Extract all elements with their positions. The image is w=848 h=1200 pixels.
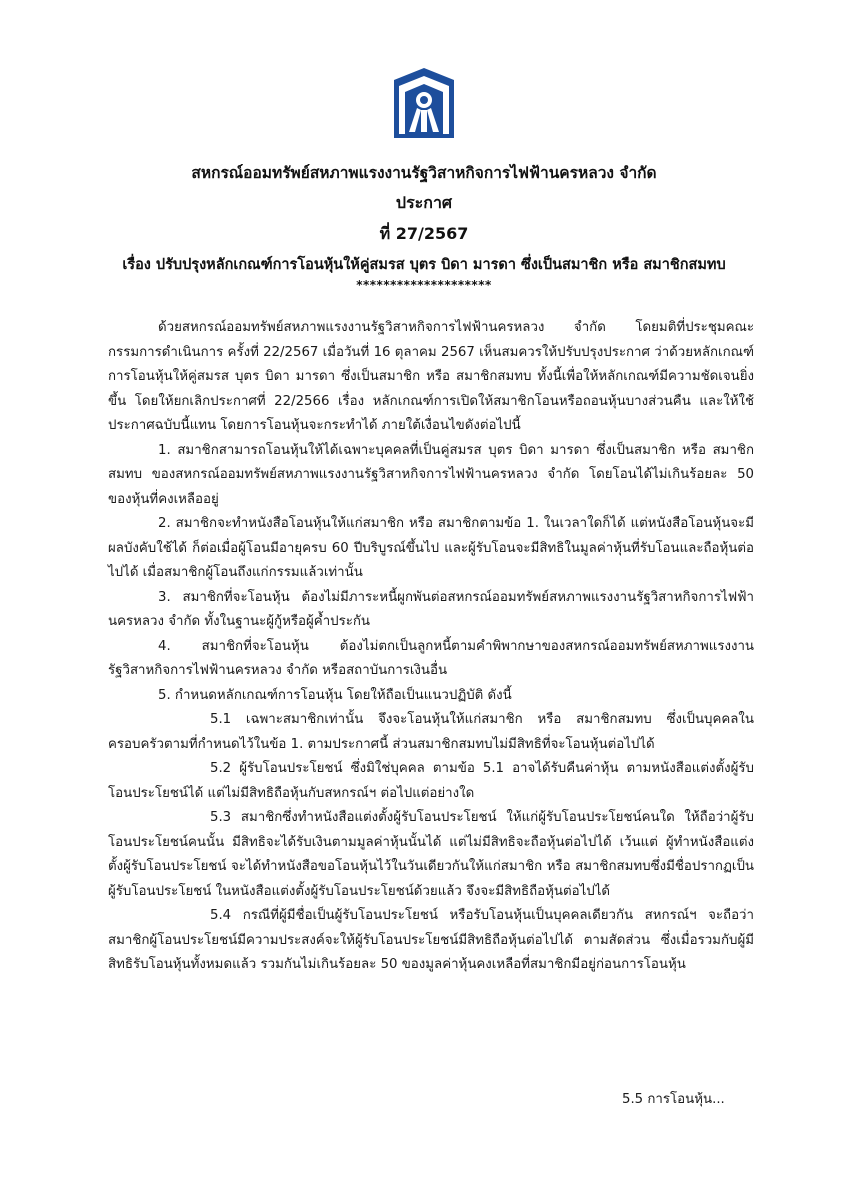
intro-paragraph: ด้วยสหกรณ์ออมทรัพย์สหภาพแรงงานรัฐวิสาหกิจการไฟฟ้านครหลวง จำกัด โดยมติที่ประชุมคณะกรรมการดำเนินการ ครั้งที่ 22/2567 เมื่อวันที่ 16 ตุลาคม 2567 เห็นสมควรให้ปรับปรุงประกาศ ว่าด้วยหลักเกณฑ์การโอนหุ้นให้คู่สมรส บุตร บิดา มารดา ซึ่งเป็นสมาชิก หรือ สมาชิกสมทบ ทั้งนี้เพื่อให้หลักเกณฑ์มีความชัดเจนยิ่งขึ้น โดยให้ยกเลิกประกาศที่ 22/2566 เรื่อง หลักเกณฑ์การเปิดให้สมาชิกโอนหรือถอนหุ้นบางส่วนคืน และให้ใช้ประกาศฉบับนี้แทน โดยการโอนหุ้นจะกระทำได้ ภายใต้เงื่อนไขดังต่อไปนี้ <box>108 320 754 433</box>
announcement-subject: เรื่อง ปรับปรุงหลักเกณฑ์การโอนหุ้นให้คู่สมรส บุตร บิดา มารดา ซึ่งเป็นสมาชิก หรือ สมาชิกสมทบ <box>122 257 726 273</box>
cooperative-logo <box>391 66 457 142</box>
subitem-5-4: 5.4 กรณีที่ผู้มีชื่อเป็นผู้รับโอนประโยชน์ หรือรับโอนหุ้นเป็นบุคคลเดียวกัน สหกรณ์ฯ จะถือว่าสมาชิกผู้โอนประโยชน์มีความประสงค์จะให้ผู้รับโอนประโยชน์มีสิทธิถือหุ้นต่อไปได้ ตามสัดส่วน ซึ่งเมื่อรวมกับผู้มีสิทธิรับโอนหุ้นทั้งหมดแล้ว รวมกันไม่เกินร้อยละ 50 ของมูลค่าหุ้นคงเหลือที่สมาชิกมีอยู่ก่อนการโอนหุ้น <box>108 908 754 972</box>
subitem-5-2: 5.2 ผู้รับโอนประโยชน์ ซึ่งมิใช่บุคคล ตามข้อ 5.1 อาจได้รับคืนค่าหุ้น ตามหนังสือแต่งตั้งผู้รับโอนประโยชน์ได้ แต่ไม่มีสิทธิถือหุ้นกับสหกรณ์ฯ ต่อไปแต่อย่างใด <box>108 761 754 801</box>
subitem-5-3: 5.3 สมาชิกซึ่งทำหนังสือแต่งตั้งผู้รับโอนประโยชน์ ให้แก่ผู้รับโอนประโยชน์คนใด ให้ถือว่าผู้รับโอนประโยชน์คนนั้น มีสิทธิจะได้รับเงินตามมูลค่าหุ้นนั้นได้ แต่ไม่มีสิทธิจะถือหุ้นต่อไปได้ เว้นแต่ ผู้ทำหนังสือแต่งตั้งผู้รับโอนประโยชน์ จะได้ทำหนังสือขอโอนหุ้นไว้ในวันเดียวกันให้แก่สมาชิก หรือ สมาชิกสมทบซึ่งมีชื่อปรากฏเป็นผู้รับโอนประโยชน์ ในหนังสือแต่งตั้งผู้รับโอนประโยชน์ด้วยแล้ว จึงจะมีสิทธิถือหุ้นต่อไปได้ <box>108 810 754 899</box>
item-3: 3. สมาชิกที่จะโอนหุ้น ต้องไม่มีภาระหนี้ผูกพันต่อสหกรณ์ออมทรัพย์สหภาพแรงงานรัฐวิสาหกิจการไฟฟ้านครหลวง จำกัด ทั้งในฐานะผู้กู้หรือผู้ค้ำประกัน <box>108 589 754 629</box>
separator: ******************** <box>356 278 492 292</box>
item-5: 5. กำหนดหลักเกณฑ์การโอนหุ้น โดยให้ถือเป็นแนวปฏิบัติ ดังนี้ <box>158 687 512 703</box>
item-4: 4. สมาชิกที่จะโอนหุ้น ต้องไม่ตกเป็นลูกหนี้ตามคำพิพากษาของสหกรณ์ออมทรัพย์สหภาพแรงงานรัฐวิสาหกิจการไฟฟ้านครหลวง จำกัด หรือสถาบันการเงินอื่น <box>108 638 754 678</box>
announcement-number: ที่ 27/2567 <box>379 224 469 243</box>
continuation-note: 5.5 การโอนหุ้น... <box>622 1092 725 1107</box>
announcement-label: ประกาศ <box>395 193 453 212</box>
announcement-body <box>108 316 754 978</box>
item-2: 2. สมาชิกจะทำหนังสือโอนหุ้นให้แก่สมาชิก หรือ สมาชิกตามข้อ 1. ในเวลาใดก็ได้ แต่หนังสือโอนหุ้นจะมีผลบังคับใช้ได้ ก็ต่อเมื่อผู้โอนมีอายุครบ 60 ปีบริบูรณ์ขึ้นไป และผู้รับโอนจะมีสิทธิในมูลค่าหุ้นที่รับโอนและถือหุ้นต่อไปได้ เมื่อสมาชิกผู้โอนถึงแก่กรรมแล้วเท่านั้น <box>108 516 754 580</box>
subitem-5-1: 5.1 เฉพาะสมาชิกเท่านั้น จึงจะโอนหุ้นให้แก่สมาชิก หรือ สมาชิกสมทบ ซึ่งเป็นบุคคลในครอบครัวตามที่กำหนดไว้ในข้อ 1. ตามประกาศนี้ ส่วนสมาชิกสมทบไม่มีสิทธิที่จะโอนหุ้นต่อไปได้ <box>108 712 754 752</box>
organization-name: สหกรณ์ออมทรัพย์สหภาพแรงงานรัฐวิสาหกิจการไฟฟ้านครหลวง จำกัด <box>191 164 657 182</box>
item-1: 1. สมาชิกสามารถโอนหุ้นให้ได้เฉพาะบุคคลที่เป็นคู่สมรส บุตร บิดา มารดา ซึ่งเป็นสมาชิก หรือ สมาชิกสมทบ ของสหกรณ์ออมทรัพย์สหภาพแรงงานรัฐวิสาหกิจการไฟฟ้านครหลวง จำกัด โดยโอนได้ไม่เกินร้อยละ 50 ของหุ้นที่คงเหลืออยู่ <box>108 442 754 507</box>
